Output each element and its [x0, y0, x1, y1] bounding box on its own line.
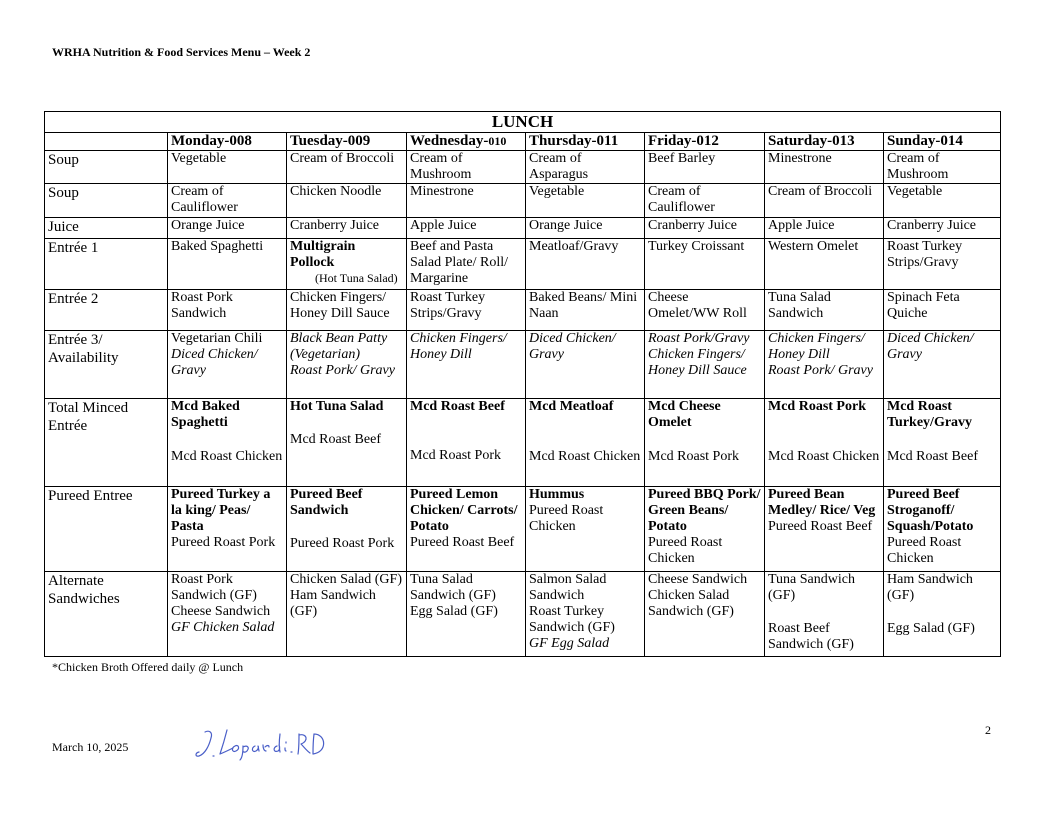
table-cell: Chicken Fingers/ Honey Dill Roast Pork/ Gravy — [765, 331, 884, 399]
day-header: Wednesday-010 — [407, 133, 526, 151]
row-label: Entrée 1 — [45, 239, 168, 290]
table-cell: Cream of Broccoli — [287, 151, 407, 184]
entree-main: Multigrain Pollock — [290, 239, 356, 270]
table-cell: Beef Barley — [645, 151, 765, 184]
table-cell: Roast Pork Sandwich — [168, 290, 287, 331]
table-cell: Beef and Pasta Salad Plate/ Roll/ Margarine — [407, 239, 526, 290]
lunch-menu-table — [44, 111, 1001, 657]
table-cell: Cream of Broccoli — [765, 184, 884, 218]
table-cell: Hot Tuna Salad Mcd Roast Beef — [287, 399, 407, 487]
table-row — [45, 572, 1001, 657]
table-cell: Orange Juice — [526, 218, 645, 239]
row-label: Entrée 2 — [45, 290, 168, 331]
table-cell: Baked Spaghetti — [168, 239, 287, 290]
row-label: Alternate Sandwiches — [45, 572, 168, 657]
table-row — [45, 331, 1001, 399]
entree-note: (Hot Tuna Salad) — [315, 271, 398, 285]
table-cell: Chicken Salad (GF) Ham Sandwich (GF) — [287, 572, 407, 657]
table-cell: Roast Pork Sandwich (GF) Cheese Sandwich GF Chicken Salad — [168, 572, 287, 657]
table-cell: Mcd Roast Beef Mcd Roast Pork — [407, 399, 526, 487]
page-number: 2 — [985, 723, 991, 737]
table-cell: Hummus Pureed Roast Chicken — [526, 487, 645, 572]
table-cell: Meatloaf/Gravy — [526, 239, 645, 290]
day-header-row — [45, 133, 1001, 151]
table-cell: Baked Beans/ Mini Naan — [526, 290, 645, 331]
table-cell: Pureed Beef Stroganoff/ Squash/Potato Pureed Roast Chicken — [884, 487, 1001, 572]
handwritten-signature — [195, 726, 335, 762]
table-cell: Spinach Feta Quiche — [884, 290, 1001, 331]
table-cell: Pureed Turkey a la king/ Peas/ Pasta Pureed Roast Pork — [168, 487, 287, 572]
table-cell: Chicken Noodle — [287, 184, 407, 218]
table-cell: Cream of Cauliflower — [168, 184, 287, 218]
table-cell: Roast Pork/Gravy Chicken Fingers/ Honey Dill Sauce — [645, 331, 765, 399]
table-cell: Roast Turkey Strips/Gravy — [884, 239, 1001, 290]
table-cell: Ham Sandwich (GF) Egg Salad (GF) — [884, 572, 1001, 657]
row-label: Total Minced Entrée — [45, 399, 168, 487]
table-cell: Tuna Salad Sandwich (GF) Egg Salad (GF) — [407, 572, 526, 657]
table-cell: Roast Turkey Strips/Gravy — [407, 290, 526, 331]
table-cell: Mcd Cheese Omelet Mcd Roast Pork — [645, 399, 765, 487]
table-cell: Pureed BBQ Pork/ Green Beans/ Potato Pureed Roast Chicken — [645, 487, 765, 572]
row-label: Entrée 3/ Availability — [45, 331, 168, 399]
table-row — [45, 290, 1001, 331]
page-date: March 10, 2025 — [52, 740, 129, 754]
table-cell: Cream of Cauliflower — [645, 184, 765, 218]
table-cell — [287, 239, 407, 290]
day-header: Thursday-011 — [526, 133, 645, 151]
day-header: Saturday-013 — [765, 133, 884, 151]
table-cell: Mcd Baked Spaghetti Mcd Roast Chicken — [168, 399, 287, 487]
footnote: *Chicken Broth Offered daily @ Lunch — [52, 660, 244, 674]
table-cell: Diced Chicken/ Gravy — [526, 331, 645, 399]
row-label: Soup — [45, 184, 168, 218]
day-header: Tuesday-009 — [287, 133, 407, 151]
table-row — [45, 399, 1001, 487]
day-header: Monday-008 — [168, 133, 287, 151]
table-cell: Vegetable — [884, 184, 1001, 218]
table-cell: Cheese Sandwich Chicken Salad Sandwich (GF) — [645, 572, 765, 657]
table-cell: Vegetarian Chili Diced Chicken/ Gravy — [168, 331, 287, 399]
table-cell: Tuna Salad Sandwich — [765, 290, 884, 331]
table-cell: Cranberry Juice — [884, 218, 1001, 239]
table-cell: Minestrone — [765, 151, 884, 184]
table-cell: Chicken Fingers/ Honey Dill Sauce — [287, 290, 407, 331]
table-cell: Mcd Roast Turkey/Gravy Mcd Roast Beef — [884, 399, 1001, 487]
table-cell: Mcd Meatloaf Mcd Roast Chicken — [526, 399, 645, 487]
table-cell: Orange Juice — [168, 218, 287, 239]
table-cell: Pureed Beef Sandwich Pureed Roast Pork — [287, 487, 407, 572]
table-row — [45, 239, 1001, 290]
table-cell: Vegetable — [168, 151, 287, 184]
table-cell: Turkey Croissant — [645, 239, 765, 290]
row-label: Soup — [45, 151, 168, 184]
table-row — [45, 184, 1001, 218]
table-cell: Apple Juice — [407, 218, 526, 239]
table-cell: Pureed Lemon Chicken/ Carrots/ Potato Pureed Roast Beef — [407, 487, 526, 572]
table-cell: Vegetable — [526, 184, 645, 218]
corner-cell — [45, 133, 168, 151]
table-row — [45, 487, 1001, 572]
table-cell: Cranberry Juice — [287, 218, 407, 239]
table-cell: Tuna Sandwich (GF) Roast Beef Sandwich (GF) — [765, 572, 884, 657]
day-header: Friday-012 — [645, 133, 765, 151]
table-cell: Cream of Asparagus — [526, 151, 645, 184]
day-header: Sunday-014 — [884, 133, 1001, 151]
table-cell: Chicken Fingers/ Honey Dill — [407, 331, 526, 399]
table-cell: Salmon Salad Sandwich Roast Turkey Sandwich (GF) GF Egg Salad — [526, 572, 645, 657]
signature-text: J. Lopardi, RD — [195, 726, 201, 727]
table-cell: Cranberry Juice — [645, 218, 765, 239]
row-label: Juice — [45, 218, 168, 239]
table-cell: Cream of Mushroom — [884, 151, 1001, 184]
table-cell: Cream of Mushroom — [407, 151, 526, 184]
table-row — [45, 218, 1001, 239]
table-title: LUNCH — [45, 112, 1001, 133]
table-cell: Black Bean Patty (Vegetarian) Roast Pork/ Gravy — [287, 331, 407, 399]
row-label: Pureed Entree — [45, 487, 168, 572]
table-cell: Cheese Omelet/WW Roll — [645, 290, 765, 331]
table-cell: Apple Juice — [765, 218, 884, 239]
table-cell: Western Omelet — [765, 239, 884, 290]
table-cell: Minestrone — [407, 184, 526, 218]
table-cell: Mcd Roast Pork Mcd Roast Chicken — [765, 399, 884, 487]
table-row — [45, 151, 1001, 184]
page-title: WRHA Nutrition & Food Services Menu – Week 2 — [52, 45, 311, 59]
table-cell: Pureed Bean Medley/ Rice/ Veg Pureed Roast Beef — [765, 487, 884, 572]
table-cell: Diced Chicken/ Gravy — [884, 331, 1001, 399]
